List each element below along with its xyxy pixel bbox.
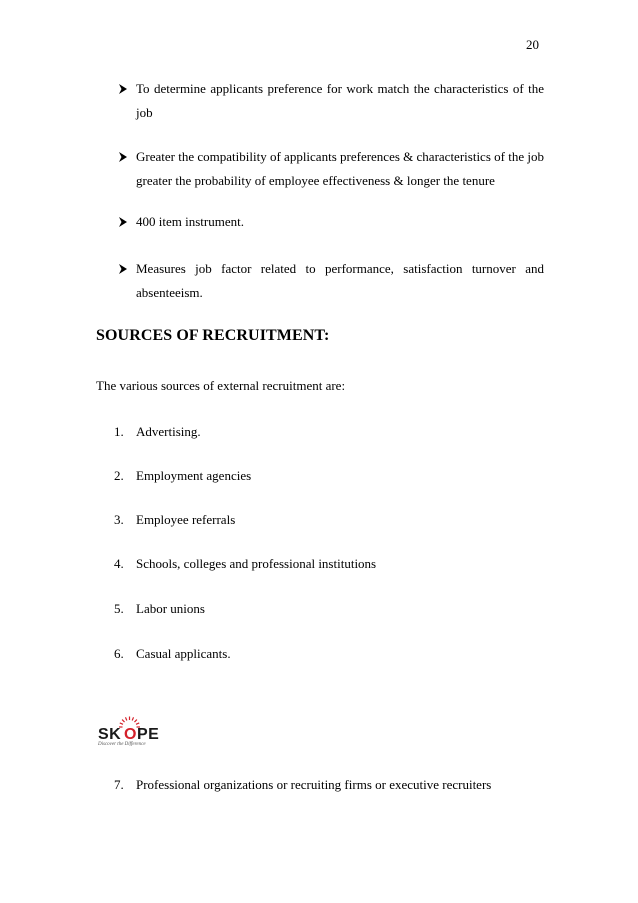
list-item bbox=[114, 777, 491, 793]
page-number: 20 bbox=[526, 37, 539, 52]
bullet-item bbox=[118, 77, 544, 125]
svg-text:Discover the Difference: Discover the Difference bbox=[98, 742, 146, 746]
skope-logo bbox=[97, 716, 181, 746]
section-heading: SOURCES OF RECRUITMENT: bbox=[96, 327, 330, 344]
list-item bbox=[114, 468, 251, 484]
list-number: 2. bbox=[114, 468, 124, 483]
list-number: 4. bbox=[114, 556, 124, 571]
sun-ray bbox=[125, 717, 126, 720]
svg-text:O: O bbox=[124, 726, 137, 743]
list-number: 7. bbox=[114, 777, 124, 792]
bullet-text: Measures job factor related to performance, satisfaction turnover and absenteeism. bbox=[136, 261, 544, 300]
list-number: 6. bbox=[114, 646, 124, 661]
bullet-item bbox=[118, 210, 544, 234]
list-item bbox=[114, 601, 205, 617]
list-text: Professional organizations or recruiting firms or executive recruiters bbox=[136, 777, 492, 792]
list-text: Advertising. bbox=[136, 424, 201, 439]
sun-ray bbox=[132, 717, 133, 720]
sun-ray bbox=[120, 723, 123, 724]
svg-text:SK: SK bbox=[98, 726, 122, 743]
list-text: Employment agencies bbox=[136, 468, 252, 483]
list-text: Employee referrals bbox=[136, 512, 236, 527]
list-item bbox=[114, 424, 201, 440]
sun-ray bbox=[136, 723, 139, 724]
list-number: 3. bbox=[114, 512, 124, 527]
bullet-item bbox=[118, 145, 544, 193]
list-text: Schools, colleges and professional institutions bbox=[136, 556, 377, 571]
bullet-item bbox=[118, 257, 544, 305]
arrow-bullet-icon bbox=[118, 264, 128, 274]
bullet-text: Greater the compatibility of applicants preferences & characteristics of the job greater the probability of employee effectiveness & longer the tenure bbox=[136, 149, 544, 188]
intro-text: The various sources of external recruitment are: bbox=[96, 378, 346, 393]
list-number: 1. bbox=[114, 424, 124, 439]
bullet-text: 400 item instrument. bbox=[136, 214, 244, 229]
list-item bbox=[114, 646, 231, 662]
sun-ray bbox=[134, 720, 136, 722]
sun-ray bbox=[122, 720, 124, 722]
arrow-bullet-icon bbox=[118, 84, 128, 94]
bullet-text: To determine applicants preference for work match the characteristics of the job bbox=[136, 81, 544, 120]
list-item bbox=[114, 556, 376, 572]
list-number: 5. bbox=[114, 601, 124, 616]
list-item bbox=[114, 512, 235, 528]
list-text: Casual applicants. bbox=[136, 646, 231, 661]
list-text: Labor unions bbox=[136, 601, 205, 616]
svg-text:PE: PE bbox=[137, 726, 160, 743]
arrow-bullet-icon bbox=[118, 217, 128, 227]
arrow-bullet-icon bbox=[118, 152, 128, 162]
